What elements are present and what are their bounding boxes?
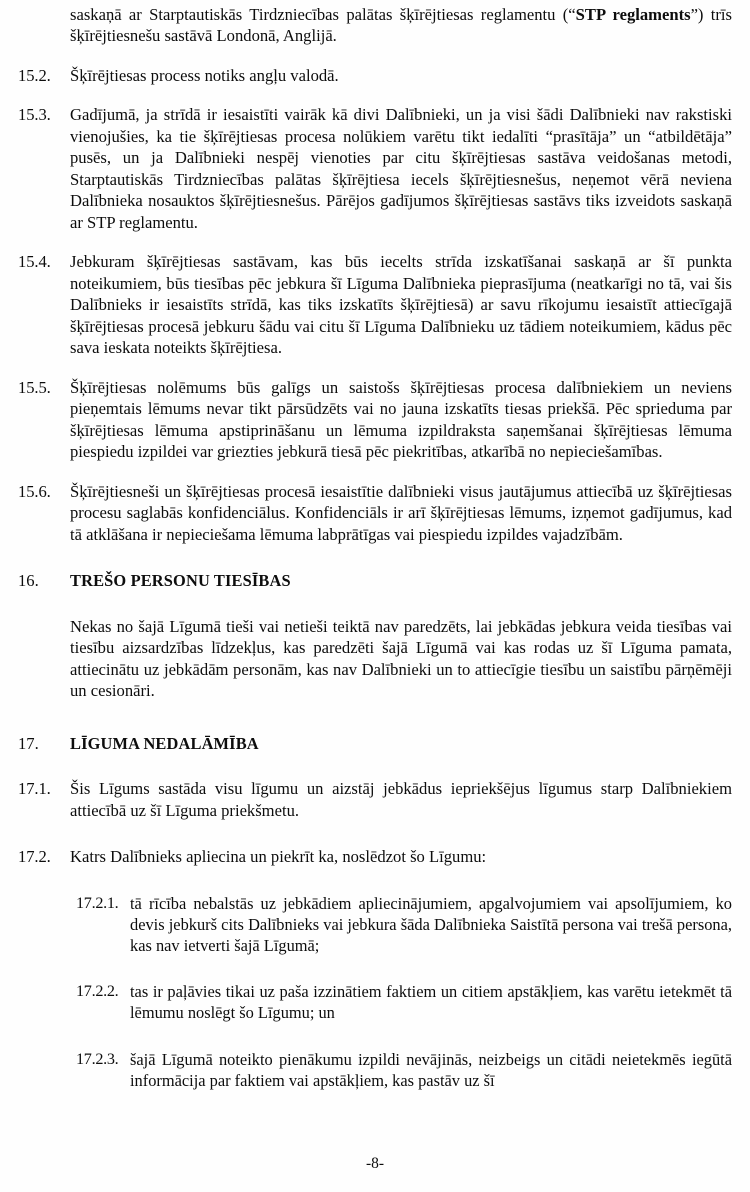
- clause-17-1-number: 17.1.: [18, 779, 51, 799]
- subclause-17-2-2: [76, 981, 732, 1023]
- clause-15-4: [18, 251, 732, 358]
- intro-text-before-bold: saskaņā ar Starptautiskās Tirdzniecības palātas šķīrējtiesas reglamentu (“: [70, 5, 576, 24]
- spacer: [18, 474, 732, 481]
- section-heading-16: [18, 570, 732, 591]
- clause-15-6-text: Šķīrējtiesneši un šķīrējtiesas procesā iesaistītie dalībnieki visus jautājumus attiecībā uz šķīrējtiesas procesu saglabās konfidenciālus. Konfidenciāls ir arī šķīrējtiesas lēmums, izņemot gadījumus, kad tā atklāšana ir nepieciešama lēmuma labprātīgas vai piespiedu izpildes vajadzībām.: [70, 481, 732, 544]
- spacer: [18, 602, 732, 616]
- spacer: [18, 370, 732, 377]
- clause-15-5-text: Šķīrējtiesas nolēmums būs galīgs un saistošs šķīrējtiesas procesa dalībniekiem un neviens pieņemtais lēmums nevar tikt pārsūdzēts vai no jauna izskatīts tiesas priekšā. Pēc sprieduma par šķīrējtiesas lēmuma apstiprināšanu un lēmuma izpildraksta saņemšanai šķīrējtiesas lēmuma piespiedu izpildei var griezties jebkurā tiesā pēc piekritības, atkarībā no nepieciešamības.: [70, 377, 732, 462]
- clause-17-1-text: Šis Līgums sastāda visu līgumu un aizstāj jebkādus iepriekšējus līgumus starp Dalībniekiem attiecībā uz šī Līguma priekšmetu.: [70, 779, 732, 820]
- clause-17-2: [18, 846, 732, 867]
- spacer: [18, 556, 732, 570]
- stp-reglaments-defined-term: STP reglaments: [575, 5, 691, 24]
- clause-17-1: [18, 778, 732, 821]
- subclause-17-2-3-text: šajā Līgumā noteikto pienākumu izpildi nevājinās, neizbeigs un citādi neietekmēs iegūtā informācija par faktiem vai apstākļiem, kas pastāv uz šī: [130, 1049, 732, 1090]
- page-number: -8-: [365, 1155, 385, 1172]
- spacer: [18, 244, 732, 251]
- spacer: [18, 713, 732, 733]
- intro-continuation-paragraph: [70, 4, 732, 47]
- spacer: [18, 97, 732, 104]
- spacer: [18, 967, 732, 981]
- page-content: [18, 4, 732, 1102]
- clause-15-3-text: Gadījumā, ja strīdā ir iesaistīti vairāk kā divi Dalībnieki, un ja visi šādi Dalībnieki nav rakstiski vienojušies, ka tie šķīrējtiesas procesa nolūkiem varētu tikt iedalīti “prasītāja” un “atbildētāja” pusēs, un ja Dalībnieki nespēj vienoties par citu šķīrējtiesas sastāva veidošanas metodi, Starptautiskās Tirdzniecības palātas šķīrējtiesa iecels šķīrējtiesnešus, neņemot vērā neviena Dalībnieka nosauktos šķīrējtiesnešus. Pārējos gadījumos šķīrējtiesas sastāvs tiks izveidots saskaņā ar STP reglamentu.: [70, 105, 732, 232]
- clause-15-3: [18, 104, 732, 233]
- intro-text-after-bold: ”) trīs šķīrējtiesnešu sastāvā Londonā, Anglijā.: [70, 5, 732, 46]
- clause-15-5: [18, 377, 732, 463]
- section-17-number: 17.: [18, 733, 39, 753]
- spacer: [18, 58, 732, 65]
- subclause-17-2-2-number: 17.2.2.: [76, 982, 119, 1001]
- clause-15-6: [18, 481, 732, 545]
- section-heading-17: [18, 733, 732, 754]
- clause-15-3-number: 15.3.: [18, 105, 51, 125]
- section-16-body-paragraph: Nekas no šajā Līgumā tieši vai netieši teiktā nav paredzēts, lai jebkādas jebkura veida tiesības vai tiesību aizsardzības līdzekļus, kas paredzēti šajā Līgumā vai kas rodas uz šī Līguma pamata, attiecinātu uz jebkādām personām, kas nav Dalībnieki un to attiecīgie tiesību un saistību pārņēmēji un cesionāri.: [70, 616, 732, 701]
- section-17-title: LĪGUMA NEDALĀMĪBA: [70, 733, 259, 753]
- section-16-title: TREŠO PERSONU TIESĪBAS: [70, 571, 291, 591]
- clause-15-2: [18, 65, 732, 86]
- section-16-number: 16.: [18, 571, 39, 591]
- clause-17-2-text: Katrs Dalībnieks apliecina un piekrīt ka, noslēdzot šo Līgumu:: [70, 847, 487, 867]
- spacer: [18, 1035, 732, 1049]
- clause-15-5-number: 15.5.: [18, 377, 51, 397]
- clause-15-4-number: 15.4.: [18, 252, 51, 272]
- clause-15-2-number: 15.2.: [18, 65, 51, 85]
- clause-15-6-number: 15.6.: [18, 481, 51, 501]
- subclause-17-2-3: [76, 1049, 732, 1091]
- subclause-17-2-3-number: 17.2.3.: [76, 1049, 119, 1068]
- clause-15-4-text: Jebkuram šķīrējtiesas sastāvam, kas būs iecelts strīda izskatīšanai saskaņā ar šī punkta noteikumiem, būs tiesības pēc jebkura šī Līguma Dalībnieka pieprasījuma (neatkarīgi no tā, vai šis Dalībnieks ir iesaistīts strīdā, kas tiks izskatīts šķīrējtiesā) ar savu rīkojumu iesaistīt attiecīgajā šķīrējtiesas procesā jebkuru šādu vai citu šī Līguma Dalībnieku uz tādiem noteikumiem, kādus pēc sava ieskata noteikts šķīrējtiesa.: [70, 252, 732, 358]
- spacer: [18, 832, 732, 846]
- subclause-17-2-1-number: 17.2.1.: [76, 893, 119, 912]
- clause-17-2-number: 17.2.: [18, 847, 51, 867]
- subclause-17-2-1: [76, 893, 732, 957]
- spacer: [18, 764, 732, 778]
- subclause-17-2-1-text: tā rīcība nebalstās uz jebkādiem apliecinājumiem, apgalvojumiem vai apsolījumiem, ko devis jebkurš cits Dalībnieks vai jebkura šāda Dalībnieka Saistītā persona vai trešā persona, kas nav ietverti šajā Līgumā;: [130, 893, 732, 955]
- clause-15-2-text: Šķīrējtiesas process notiks angļu valodā.: [70, 65, 339, 85]
- spacer: [18, 879, 732, 893]
- subclause-17-2-2-text: tas ir paļāvies tikai uz paša izzinātiem faktiem un citiem apstākļiem, kas varētu ietekmēt tā lēmumu noslēgt šo Līgumu; un: [130, 982, 732, 1023]
